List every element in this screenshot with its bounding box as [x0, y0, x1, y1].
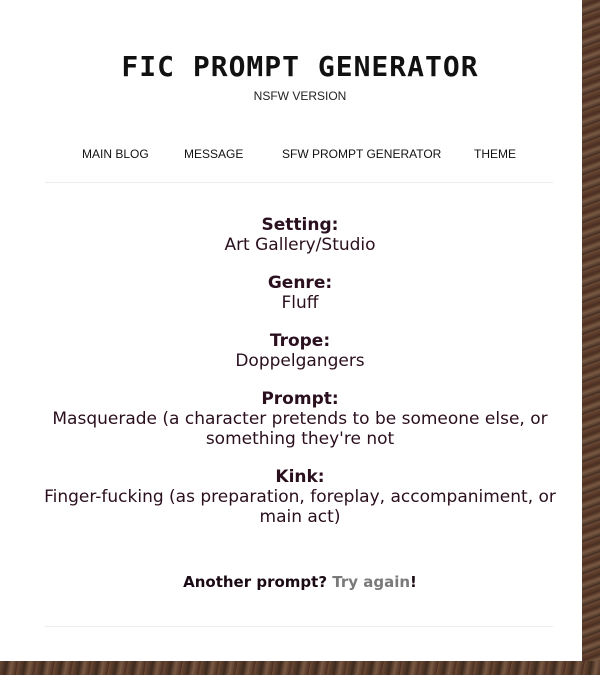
kink-value: Finger-fucking (as preparation, foreplay, accompaniment, or main act): [44, 487, 556, 527]
prompt-label: Prompt:: [261, 389, 339, 409]
another-prompt-line: [0, 573, 600, 591]
genre-label: Genre:: [267, 273, 333, 293]
site-subtitle: NSFW VERSION: [253, 89, 347, 103]
try-again-link[interactable]: Try again: [332, 573, 411, 591]
site-title: FIC PROMPT GENERATOR: [121, 50, 479, 83]
kink-field: [45, 467, 555, 527]
nav-link-theme[interactable]: THEME: [474, 147, 516, 161]
trope-value: Doppelgangers: [235, 351, 365, 371]
prompt-value: Masquerade (a character pretends to be someone else, or something they're not: [52, 409, 548, 449]
setting-field: [45, 215, 555, 255]
background-texture-bottom: [0, 661, 600, 675]
main-nav: [45, 147, 553, 167]
another-prompt-exclaim: !: [410, 573, 417, 591]
header-divider: [45, 182, 553, 183]
nav-link-sfw-prompt-generator[interactable]: SFW PROMPT GENERATOR: [282, 147, 442, 161]
nav-link-message[interactable]: MESSAGE: [184, 147, 244, 161]
nav-link-main-blog[interactable]: MAIN BLOG: [82, 147, 149, 161]
prompt-field: [45, 389, 555, 449]
kink-label: Kink:: [275, 467, 325, 487]
footer-divider: [45, 626, 553, 627]
trope-field: [45, 331, 555, 371]
prompt-result: [45, 215, 555, 545]
setting-label: Setting:: [261, 215, 339, 235]
genre-field: [45, 273, 555, 313]
another-prompt-question: Another prompt?: [183, 573, 333, 591]
setting-value: Art Gallery/Studio: [224, 235, 376, 255]
trope-label: Trope:: [269, 331, 331, 351]
genre-value: Fluff: [281, 293, 319, 313]
